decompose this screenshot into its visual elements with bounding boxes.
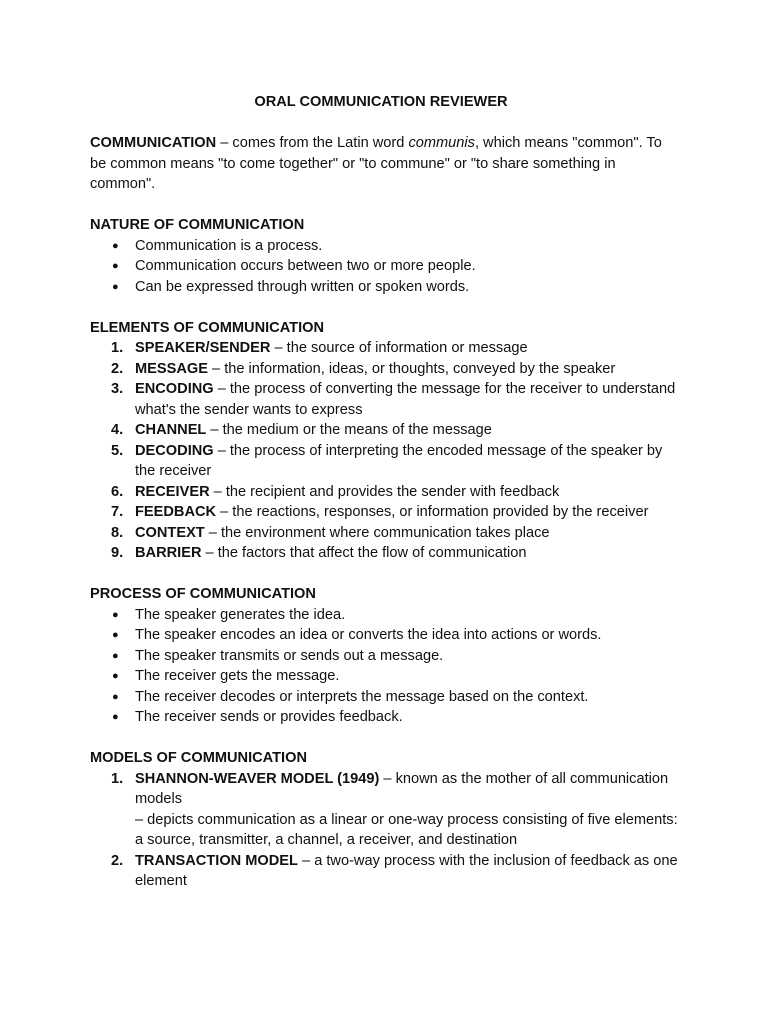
item-description: – the recipient and provides the sender with feedback: [209, 483, 560, 500]
list-item: ● The speaker generates the idea.: [90, 605, 680, 626]
list-item: [90, 851, 680, 892]
item-number: 8.: [111, 524, 124, 541]
list-item: ● The receiver gets the message.: [90, 666, 680, 687]
list-item: [90, 338, 680, 359]
item-term: CONTEXT: [135, 524, 205, 541]
list-item: [90, 543, 680, 564]
item-term: ENCODING: [135, 381, 214, 397]
list-item: ● Communication occurs between two or more people.: [90, 256, 680, 277]
item-term: CHANNEL: [135, 422, 207, 438]
item-number: 2.: [111, 360, 124, 377]
item-description: – the process of interpreting the encoded message of the speaker by the receiver: [135, 442, 663, 479]
item-description: – the reactions, responses, or information provided by the receiver: [216, 504, 649, 520]
item-description: – the process of converting the message for the receiver to understand what's the sender wants to express: [135, 381, 676, 418]
list-item: ● Can be expressed through written or spoken words.: [90, 277, 680, 298]
list-item: [90, 359, 680, 380]
list-item: [90, 502, 680, 523]
list-item: [90, 420, 680, 441]
item-description: – the information, ideas, or thoughts, conveyed by the speaker: [207, 360, 616, 377]
item-description: – the medium or the means of the message: [206, 422, 492, 438]
document-title: ORAL COMMUNICATION REVIEWER: [254, 94, 508, 110]
list-item: ● The receiver sends or provides feedback.: [90, 707, 680, 728]
item-description: – a two-way process with the inclusion of feedback as one element: [135, 852, 678, 889]
intro-text-continued: , which means "common". To be common means "to come together" or "to commune" or "to share something in common".: [90, 135, 662, 192]
item-number: 6.: [111, 483, 124, 500]
item-description: – the environment where communication takes place: [204, 524, 550, 541]
nature-list: [90, 236, 680, 298]
elements-heading: ELEMENTS OF COMMUNICATION: [90, 319, 325, 336]
list-item: ● Communication is a process.: [90, 236, 680, 257]
nature-heading: NATURE OF COMMUNICATION: [90, 217, 305, 233]
process-list: [90, 605, 680, 728]
item-term: SHANNON-WEAVER MODEL (1949): [135, 770, 380, 787]
item-number: 2.: [111, 852, 124, 869]
list-item: [90, 441, 680, 482]
item-number: 5.: [111, 442, 124, 459]
intro-text: – comes from the Latin word: [216, 135, 409, 151]
item-term: MESSAGE: [135, 360, 208, 377]
item-number: 4.: [111, 422, 124, 438]
document-page: [90, 92, 680, 892]
item-number: 3.: [111, 381, 124, 397]
item-term: DECODING: [135, 442, 214, 459]
list-item: ● The speaker encodes an idea or converts the idea into actions or words.: [90, 625, 680, 646]
intro-term: COMMUNICATION: [90, 135, 217, 151]
item-description: – the factors that affect the flow of communication: [201, 545, 527, 561]
process-heading: PROCESS OF COMMUNICATION: [90, 586, 316, 602]
intro-paragraph: [90, 133, 680, 195]
item-term: RECEIVER: [135, 483, 210, 500]
item-number: 1.: [111, 770, 124, 787]
item-number: 7.: [111, 504, 124, 520]
elements-list: [90, 338, 680, 564]
item-term: TRANSACTION MODEL: [135, 852, 298, 869]
item-number: 1.: [111, 340, 124, 356]
list-item: [90, 379, 680, 420]
item-description: – known as the mother of all communication models: [135, 770, 669, 807]
item-term: FEEDBACK: [135, 504, 217, 520]
models-list: [90, 769, 680, 892]
item-description-continued: – depicts communication as a linear or one-way process consisting of five elements: a source, transmitter, a channel, a receiver, and destination: [135, 811, 678, 848]
list-item: ● The speaker transmits or sends out a message.: [90, 646, 680, 667]
item-term: BARRIER: [135, 545, 202, 561]
item-term: SPEAKER/SENDER: [135, 340, 271, 356]
item-number: 9.: [111, 545, 124, 561]
list-item: [90, 769, 680, 851]
item-description: – the source of information or message: [270, 340, 528, 356]
intro-italic-word: communis: [408, 135, 475, 151]
list-item: ● The receiver decodes or interprets the message based on the context.: [90, 687, 680, 708]
list-item: [90, 482, 680, 503]
models-heading: MODELS OF COMMUNICATION: [90, 750, 307, 766]
list-item: [90, 523, 680, 544]
